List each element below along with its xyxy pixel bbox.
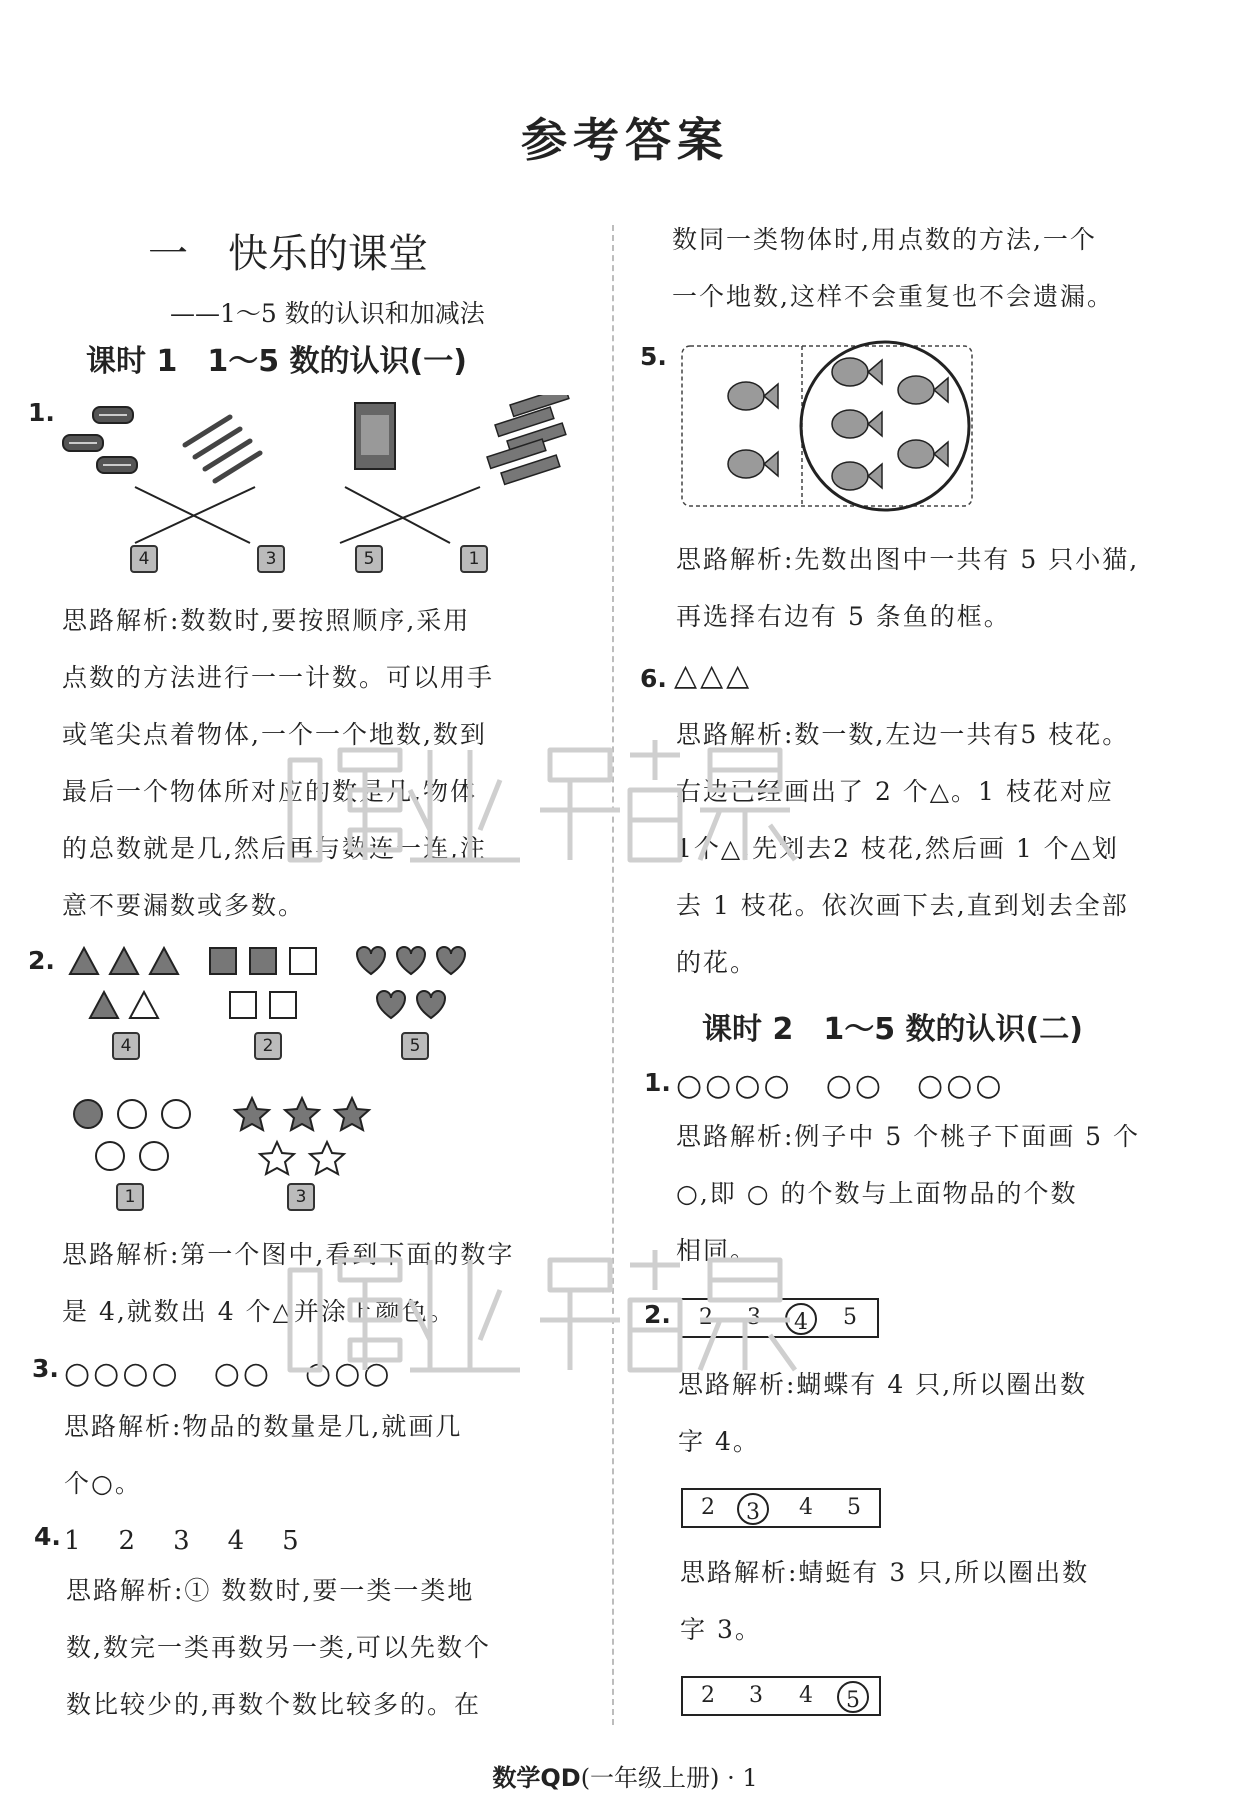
l1-q2-numbox-1: 4 [112, 1032, 140, 1060]
squares-group [210, 948, 316, 1018]
watermark-graphic [270, 1240, 830, 1390]
analysis-line: 或笔尖点着物体,一个一个地数,数到 [62, 720, 487, 749]
l1-q1-numbox-1: 4 [130, 545, 158, 573]
analysis-line: 的花。 [676, 948, 758, 977]
row-number: 5 [847, 1495, 861, 1520]
fish-frame [682, 346, 972, 506]
l1-q3-number: 3. [32, 1354, 59, 1383]
l1-q2-number: 2. [28, 946, 55, 975]
fish-icon [832, 410, 882, 438]
book-icon [355, 403, 395, 469]
l1-q6-answer: △△△ [674, 658, 753, 693]
analysis-line: 思路解析:第一个图中,看到下面的数字 [62, 1240, 515, 1269]
pencil-cases-icon [63, 407, 137, 473]
l1-q1-numbox-3: 5 [355, 545, 383, 573]
fish-icons [728, 358, 948, 490]
analysis-line: ○,即 ○ 的个数与上面物品的个数 [676, 1179, 1078, 1208]
row-number: 3 [749, 1683, 763, 1708]
l1-q5-number: 5. [640, 342, 667, 371]
triangles-group [70, 948, 178, 1018]
watermark-graphic [270, 730, 830, 880]
footer-separator: · [727, 1764, 735, 1792]
pencils-icon [185, 417, 260, 481]
analysis-line: 数同一类物体时,用点数的方法,一个 [672, 225, 1097, 254]
fish-icon [728, 382, 778, 410]
analysis-line: 思路解析:先数出图中一共有 5 只小猫, [676, 545, 1140, 574]
fish-icon [898, 440, 948, 468]
row-number: 2 [699, 1305, 713, 1330]
row-number: 4 [799, 1683, 813, 1708]
lesson2-heading: 课时 2 1～5 数的认识(二) [702, 1012, 1083, 1047]
analysis-line: 思路解析:数一数,左边一共有5 枝花。 [676, 720, 1130, 749]
unit-subtitle: ——1～5 数的认识和加减法 [170, 299, 485, 328]
l1-q4-answer: 1 2 3 4 5 [64, 1526, 305, 1556]
analysis-line: 数比较少的,再数个数比较多的。在 [66, 1690, 481, 1719]
l1-q1-numbox-2: 3 [257, 545, 285, 573]
analysis-line: 一个地数,这样不会重复也不会遗漏。 [672, 282, 1114, 311]
analysis-line: 去 1 枝花。依次画下去,直到划去全部 [676, 891, 1129, 920]
answer-circle [801, 342, 969, 510]
fish-icon [832, 462, 882, 490]
analysis-line: 1个△,先划去2 枝花,然后画 1 个△划 [676, 834, 1119, 863]
analysis-line: 思路解析:物品的数量是几,就画几 [64, 1412, 463, 1441]
l1-q2-shapes-row1 [60, 940, 480, 1032]
footer-subject: 数学QD [492, 1764, 581, 1792]
l1-q5-fish-figure [678, 336, 984, 514]
analysis-line: 思路解析:① 数数时,要一类一类地 [66, 1576, 475, 1605]
l2-q2-numbers-row-2 [681, 1488, 881, 1528]
footer-grade: (一年级上册) [580, 1764, 720, 1792]
l1-q5-analysis [676, 531, 1216, 645]
analysis-line: 点数的方法进行一一计数。可以用手 [62, 663, 495, 692]
analysis-line: 再选择右边有 5 条鱼的框。 [676, 602, 1011, 631]
analysis-line: 意不要漏数或多数。 [62, 891, 306, 920]
analysis-line: 数,数完一类再数另一类,可以先数个 [66, 1633, 491, 1662]
l1-q4-analysis-right [672, 211, 1212, 325]
lesson1-heading: 课时 1 1～5 数的认识(一) [86, 344, 467, 379]
analysis-line: 右边已经画出了 2 个△。1 枝花对应 [676, 777, 1114, 806]
analysis-line: 思路解析:数数时,要按照顺序,采用 [62, 606, 471, 635]
unit-heading: 一 快乐的课堂 [148, 231, 428, 277]
l1-q4-number: 4. [34, 1522, 61, 1551]
row-number: 3 [747, 1305, 761, 1330]
page-title: 参考答案 [521, 113, 729, 167]
l1-q1-number: 1. [28, 398, 55, 427]
l1-q3-analysis [64, 1398, 604, 1512]
circled-number: 3 [737, 1493, 769, 1525]
l1-q6-number: 6. [640, 664, 667, 693]
l1-q3-answer: ○○○○ ○○ ○○○ [64, 1356, 393, 1391]
l1-q2-numbox-2: 2 [254, 1032, 282, 1060]
analysis-line: 思路解析:例子中 5 个桃子下面画 5 个 [676, 1122, 1141, 1151]
fish-icon [898, 376, 948, 404]
analysis-line: 最后一个物体所对应的数是几,物体 [62, 777, 477, 806]
l1-q2-shapes-row2 [60, 1090, 390, 1180]
l2-q1-answer: ○○○○ ○○ ○○○ [676, 1068, 1005, 1103]
circled-number: 4 [785, 1303, 817, 1335]
analysis-line: 个○。 [64, 1469, 142, 1498]
fish-icon [832, 358, 882, 386]
row-number: 4 [799, 1495, 813, 1520]
analysis-line: 是 4,就数出 4 个△并涂上颜色。 [62, 1297, 456, 1326]
row-number: 5 [843, 1305, 857, 1330]
rulers-icon [487, 395, 569, 484]
circled-number: 5 [837, 1681, 869, 1713]
stars-group [235, 1098, 369, 1174]
matching-lines [135, 487, 480, 543]
page-number: 1 [742, 1764, 758, 1792]
row-number: 2 [701, 1683, 715, 1708]
l1-q2-numbox-5: 3 [287, 1183, 315, 1211]
fish-icon [728, 450, 778, 478]
analysis-line: 思路解析:蝴蝶有 4 只,所以圈出数 [678, 1370, 1088, 1399]
column-divider [612, 225, 614, 1725]
l2-q2-analysis-2 [680, 1544, 1225, 1658]
l1-q2-numbox-3: 5 [401, 1032, 429, 1060]
l1-q4-analysis-left [66, 1562, 606, 1733]
page-footer [0, 1758, 1250, 1793]
l2-q2-numbers-row-3 [681, 1676, 881, 1716]
analysis-line: 的总数就是几,然后再与数连一连,注 [62, 834, 487, 863]
analysis-line: 字 4。 [678, 1427, 760, 1456]
analysis-line: 思路解析:蜻蜓有 3 只,所以圈出数 [680, 1558, 1090, 1587]
circles-group [74, 1100, 190, 1170]
l1-q1-numbox-4: 1 [460, 545, 488, 573]
analysis-line: 相同。 [676, 1236, 758, 1265]
analysis-line: 字 3。 [680, 1615, 762, 1644]
l2-q2-number: 2. [644, 1300, 671, 1329]
hearts-group [357, 947, 465, 1018]
l2-q1-number: 1. [644, 1068, 671, 1097]
l1-q2-numbox-4: 1 [116, 1183, 144, 1211]
row-number: 2 [701, 1495, 715, 1520]
